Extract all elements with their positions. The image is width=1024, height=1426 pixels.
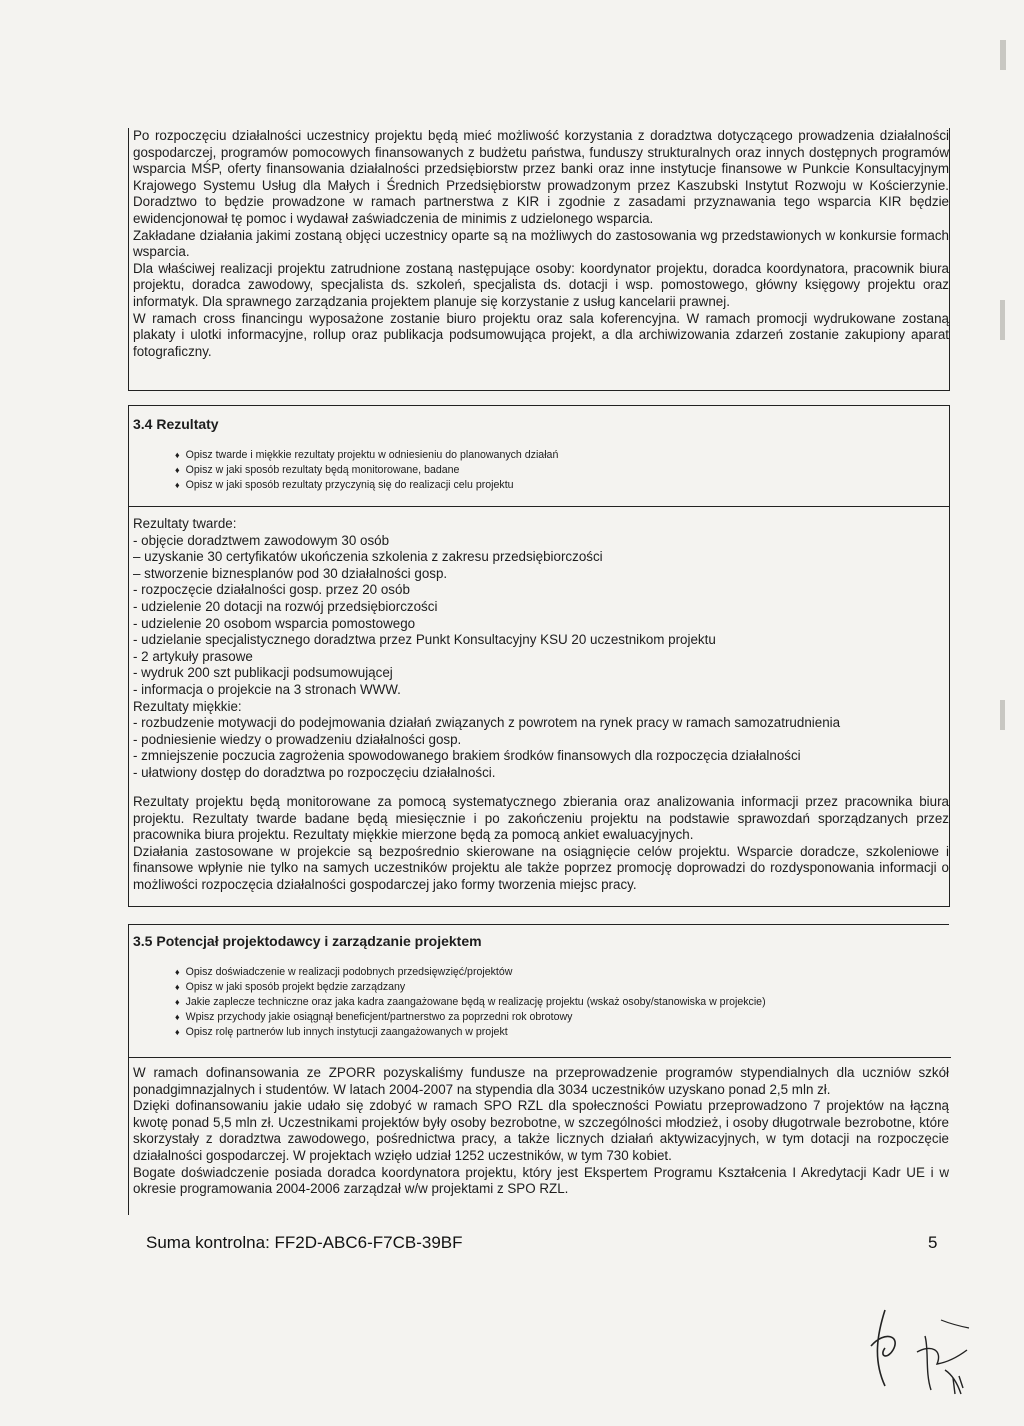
potential-paragraph: Bogate doświadczenie posiada doradca koordynatora projektu, który jest Ekspertem Programu Kształcenia I Akredytacji Kadr UE i w okresie programowania 2004-2006 zarządzał w/w projektami z SPO RZL.	[133, 1164, 949, 1197]
section-potencjal	[128, 924, 949, 1215]
section-title: 3.4 Rezultaty	[133, 416, 219, 432]
results-paragraph: Działania zastosowane w projekcie są bezpośrednio skierowane na osiągnięcie celów projektu. Wsparcie doradcze, szkoleniowe i finansowe wpłynie nie tylko na samych uczestników projektu ale także poprzez promocję doprowadzi do rozdysponowania informacji o możliwości rozpoczęcia działalności gospodarczej jako formy tworzenia miejsc pracy.	[133, 843, 949, 892]
result-line: – uzyskanie 30 certyfikatów ukończenia szkolenia z zakresu przedsiębiorczości	[133, 549, 603, 565]
section-divider	[129, 1057, 951, 1058]
result-line: - rozpoczęcie działalności gosp. przez 20 osób	[133, 582, 410, 598]
instruction-item: ♦ Opisz doświadczenie w realizacji podobnych przedsięwzięć/projektów	[175, 965, 766, 980]
scan-margin-mark	[1000, 700, 1005, 730]
intro-paragraph: Po rozpoczęciu działalności uczestnicy projektu będą mieć możliwość korzystania z doradztwa dotyczącego prowadzenia działalności gospodarczej, programów pomocowych finansowanych z budżetu państwa, funduszy strukturalnych oraz innych dostępnych programów wsparcia MŚP, oferty finansowania działalności przedsiębiorstw przez banki oraz inne instytucje finansowe w Punkcie Konsultacyjnym Krajowego Systemu Usług dla Małych i Średnich Przedsiębiorstw prowadzonym przez Kaszubski Instytut Rozwoju w Kościerzynie. Doradztwo to będzie prowadzone w ramach partnerstwa z KIR i zgodnie z zasadami przyznawania tego wsparcia KIR będzie ewidencjonował tę pomoc i wydawał zaświadczenia de minimis z udzielonego wsparcia.	[133, 128, 949, 226]
section-title: 3.5 Potencjał projektodawcy i zarządzanie projektem	[133, 933, 482, 949]
page-number: 5	[928, 1233, 938, 1252]
potential-paragraph: W ramach dofinansowania ze ZPORR pozyskaliśmy fundusze na przeprowadzenie programów stypendialnych dla uczniów szkół ponadgimnazjalnych i studentów. W latach 2004-2007 na stypendia dla 3034 uczestników uzyskano ponad 2,5 mln zł.	[133, 1065, 949, 1097]
result-line: - udzielenie 20 osobom wsparcia pomostowego	[133, 615, 416, 631]
intro-paragraph: Zakładane działania jakimi zostaną objęci uczestnicy oparte są na możliwych do zastosowania wg przedstawionych w konkursie formach wsparcia.	[133, 227, 949, 260]
instruction-item: ♦ Opisz twarde i miękkie rezultaty projektu w odniesieniu do planowanych działań	[175, 448, 558, 463]
result-line: - rozbudzenie motywacji do podejmowania działań związanych z powrotem na rynek pracy w ramach samozatrudnienia	[133, 715, 841, 731]
instruction-list	[175, 965, 766, 1040]
instruction-item: ♦ Opisz rolę partnerów lub innych instytucji zaangażowanych w projekt	[175, 1025, 766, 1040]
result-line: - zmniejszenie poczucia zagrożenia spowodowanego brakiem środków finansowych dla rozpoczęcia działalności	[133, 748, 801, 764]
result-line: - informacja o projekcie na 3 stronach WWW.	[133, 681, 401, 697]
result-line: – stworzenie biznesplanów pod 30 działalności gosp.	[133, 565, 448, 581]
instruction-item: ♦ Opisz w jaki sposób rezultaty będą monitorowane, badane	[175, 463, 558, 478]
instruction-item: ♦ Opisz w jaki sposób projekt będzie zarządzany	[175, 980, 766, 995]
instruction-item: ♦ Opisz w jaki sposób rezultaty przyczynią się do realizacji celu projektu	[175, 478, 558, 493]
results-paragraph: Rezultaty projektu będą monitorowane za pomocą systematycznego zbierania oraz analizowania informacji przez pracownika biura projektu. Rezultaty twarde badane będą miesięcznie i po zakończeniu projektu na podstawie sprawozdań sporządzanych przez pracownika biura projektu. Rezultaty miękkie mierzone będą za pomocą ankiet ewaluacyjnych.	[133, 794, 949, 843]
potential-paragraphs	[129, 1065, 949, 1198]
instruction-list	[175, 448, 558, 493]
potential-paragraph: Dzięki dofinansowaniu jakie udało się zdobyć w ramach SPO RZL dla społeczności Powiatu przeprowadzono 7 projektów na łączną kwotę ponad 5,5 mln zł. Uczestnikami projektów były osoby bezrobotne, w szczególności młodzież, i osoby długotrwale bezrobotne, które skorzystały z doradztwa zawodowego, pośrednictwa pracy, a także licznych działań aktywizacyjnych, w tym dotacji na rozpoczęcie działalności gospodarczej. W projektach wzięło udział 1252 uczestników, w tym 730 kobiet.	[133, 1098, 949, 1163]
scan-margin-mark	[1000, 40, 1006, 70]
result-line: - 2 artykuły prasowe	[133, 648, 253, 664]
result-line: - objęcie doradztwem zawodowym 30 osób	[133, 532, 390, 548]
intro-paragraph: W ramach cross financingu wyposażone zostanie biuro projektu oraz sala koferencyjna. W ramach promocji wydrukowane zostaną plakaty i ulotki informacyjne, rollup oraz publikacja podsumowująca projekt, a dla archiwizowania zdarzeń zostanie zakupiony aparat fotograficzny.	[133, 310, 949, 359]
handwritten-signature	[855, 1290, 985, 1400]
instruction-item: ♦ Jakie zaplecze techniczne oraz jaka kadra zaangażowane będą w realizację projektu (wskaż osoby/stanowiska w projekcie)	[175, 995, 766, 1010]
results-paragraphs	[129, 794, 949, 894]
result-line: - udzielanie specjalistycznego doradztwa przez Punkt Konsultacyjny KSU 20 uczestnikom projektu	[133, 632, 716, 648]
intro-text-box	[128, 128, 950, 391]
section-rezultaty	[128, 405, 950, 907]
instruction-item: ♦ Wpisz przychody jakie osiągnął beneficjent/partnerstwo za poprzedni rok obrotowy	[175, 1010, 766, 1025]
scan-margin-mark	[1000, 300, 1005, 340]
results-list	[129, 516, 943, 782]
section-divider	[129, 506, 949, 507]
result-line: Rezultaty miękkie:	[133, 698, 242, 714]
result-line: - udzielenie 20 dotacji na rozwój przedsiębiorczości	[133, 598, 438, 614]
intro-paragraph: Dla właściwej realizacji projektu zatrudnione zostaną następujące osoby: koordynator projektu, doradca koordynatora, pracownik biura projektu, doradca zawodowy, specjalista ds. szkoleń, specjalista ds. dotacji i wsp. pomostowego, główny księgowy projektu oraz informatyk. Dla sprawnego zarządzania projektem planuje się korzystanie z usług kancelarii prawnej.	[133, 260, 949, 309]
result-line: - ułatwiony dostęp do doradztwa po rozpoczęciu działalności.	[133, 764, 496, 780]
checksum-footer: Suma kontrolna: FF2D-ABC6-F7CB-39BF	[146, 1233, 463, 1252]
result-line: Rezultaty twarde:	[133, 516, 237, 531]
result-line: - wydruk 200 szt publikacji podsumowującej	[133, 665, 393, 681]
result-line: - podniesienie wiedzy o prowadzeniu działalności gosp.	[133, 731, 462, 747]
